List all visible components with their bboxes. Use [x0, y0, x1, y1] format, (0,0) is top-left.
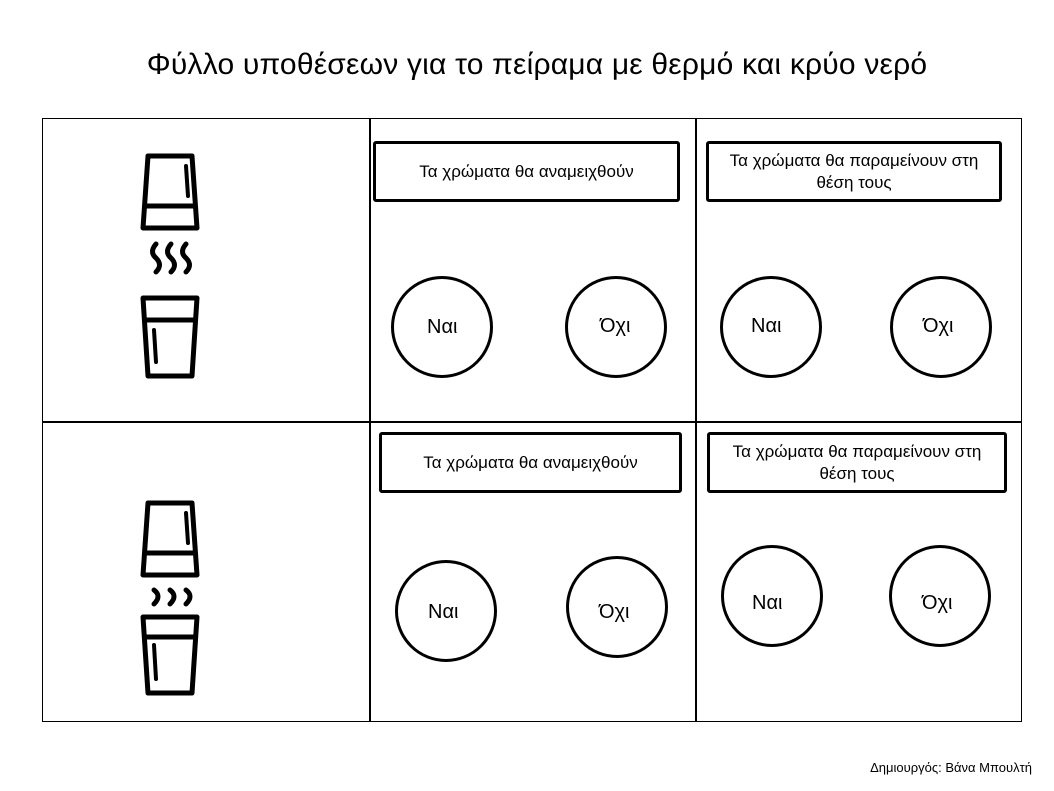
row1-mix-label: [373, 141, 680, 202]
row2-stay-yes-text: Ναι: [752, 592, 783, 614]
row1-stay-yes-text: Ναι: [751, 315, 782, 337]
author-credit: Δημιουργός: Βάνα Μπουλτή: [870, 760, 1032, 775]
row2-mix-yes-circle[interactable]: [395, 560, 497, 662]
column-divider-2: [695, 119, 697, 721]
row-divider: [43, 421, 1021, 423]
row1-stay-yes-circle[interactable]: [720, 276, 822, 378]
row2-stay-no-circle[interactable]: [889, 545, 991, 647]
hot-water-on-top-icon: [130, 148, 210, 383]
row1-mix-yes-circle[interactable]: [391, 276, 493, 378]
row2-mix-label: [379, 432, 682, 493]
row1-stay-label: [706, 141, 1002, 202]
row1-mix-no-circle[interactable]: [565, 276, 667, 378]
cold-water-on-top-icon: [130, 495, 210, 700]
row1-stay-label-text: Τα χρώματα θα παραμείνουν στη θέση τους: [729, 150, 979, 192]
row2-stay-label: [707, 432, 1007, 493]
column-divider-1: [369, 119, 371, 721]
row2-mix-label-text: Τα χρώματα θα αναμειχθούν: [423, 452, 638, 472]
row2-stay-no-text: Όχι: [922, 592, 953, 614]
row2-mix-no-text: Όχι: [599, 601, 630, 623]
page-title: Φύλλο υποθέσεων για το πείραμα με θερμό και κρύο νερό: [146, 48, 928, 81]
row1-stay-no-text: Όχι: [923, 315, 954, 337]
row2-stay-label-text: Τα χρώματα θα παραμείνουν στη θέση τους: [732, 441, 982, 483]
row2-mix-no-circle[interactable]: [566, 556, 668, 658]
row1-mix-yes-text: Ναι: [427, 316, 458, 338]
row2-stay-yes-circle[interactable]: [721, 545, 823, 647]
row1-mix-no-text: Όχι: [600, 315, 631, 337]
row1-mix-label-text: Τα χρώματα θα αναμειχθούν: [419, 161, 634, 181]
row1-stay-no-circle[interactable]: [890, 276, 992, 378]
row2-mix-yes-text: Ναι: [428, 601, 459, 623]
